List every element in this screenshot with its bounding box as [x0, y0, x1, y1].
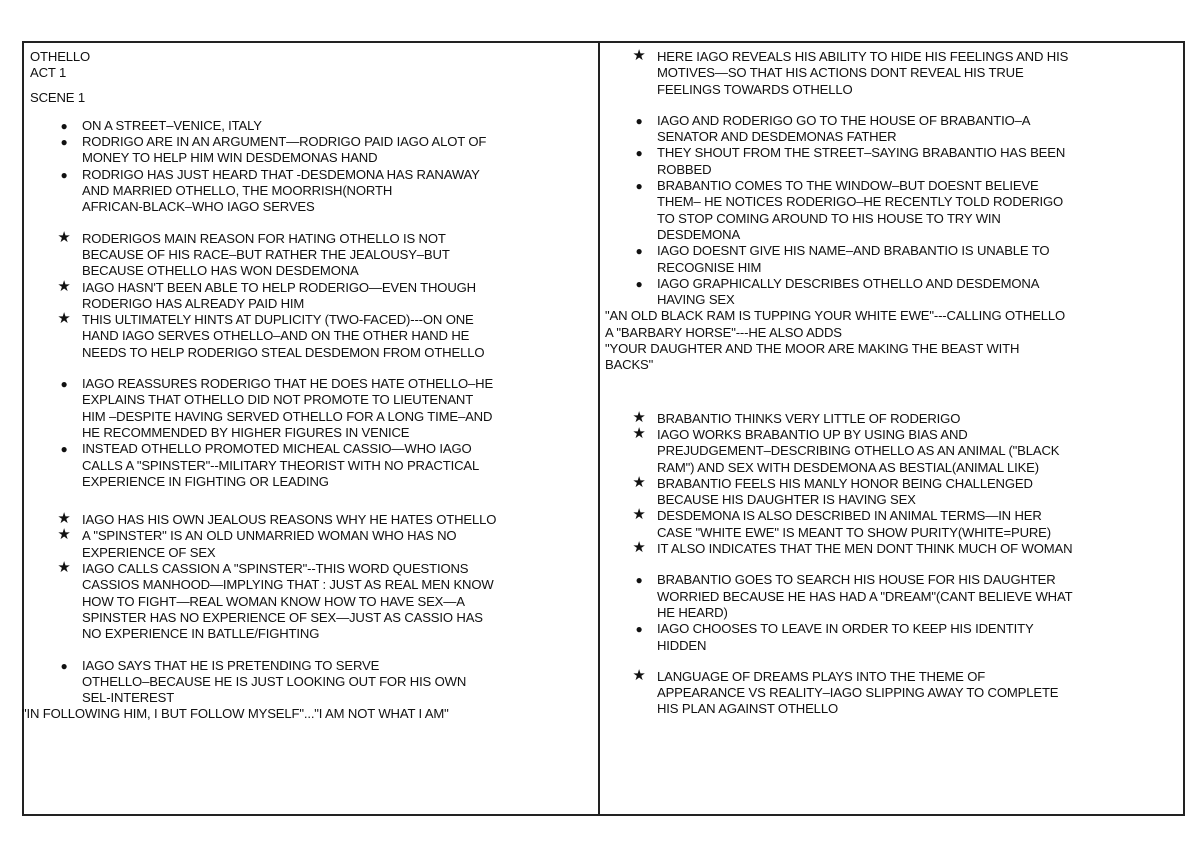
list-item-line: MOTIVES—SO THAT HIS ACTIONS DONT REVEAL HIS TRUE [657, 65, 1024, 81]
right-block-2 [605, 113, 1178, 309]
list-item-line: AND MARRIED OTHELLO, THE MOORRISH(NORTH [82, 183, 393, 199]
list-item-line: DESDEMONA [657, 226, 741, 242]
star-icon: ★ [632, 506, 646, 524]
right-block-5 [605, 666, 1178, 718]
list-item-line: HE RECOMMENDED BY HIGHER FIGURES IN VENICE [82, 424, 410, 440]
bullet-list-item [605, 621, 1178, 654]
left-block-4 [30, 512, 592, 642]
bullet-list-item [30, 134, 592, 167]
bullet-icon: ● [60, 377, 68, 392]
left-block-3 [30, 376, 592, 490]
list-item-line: LANGUAGE OF DREAMS PLAYS INTO THE THEME OF [657, 668, 986, 684]
bullet-list-item [30, 118, 592, 134]
right-block-4 [605, 572, 1178, 653]
left-block-2 [30, 228, 592, 361]
right-column [605, 49, 1178, 718]
list-item-line: IAGO HAS HIS OWN JEALOUS REASONS WHY HE HATES OTHELLO [82, 512, 497, 528]
list-item-line: RODERIGOS MAIN REASON FOR HATING OTHELLO IS NOT [82, 230, 446, 246]
list-item-line: IAGO AND RODERIGO GO TO THE HOUSE OF BRABANTIO–A [657, 112, 1031, 128]
bullet-icon: ● [60, 118, 68, 133]
right-quote-line: "AN OLD BLACK RAM IS TUPPING YOUR WHITE EWE"---CALLING OTHELLO [605, 308, 1066, 324]
list-item-line: OTHELLO–BECAUSE HE IS JUST LOOKING OUT FOR HIS OWN [82, 673, 467, 689]
star-icon: ★ [57, 310, 71, 328]
bullet-icon: ● [60, 658, 68, 673]
right-quote-line: BACKS" [605, 357, 654, 373]
list-item-line: CASE "WHITE EWE" IS MEANT TO SHOW PURITY(WHITE=PURE) [657, 524, 1051, 540]
star-icon: ★ [57, 526, 71, 544]
list-item-line: IAGO CALLS CASSION A "SPINSTER"--THIS WORD QUESTIONS [82, 561, 469, 577]
star-list-item [30, 528, 592, 561]
list-item-line: ROBBED [657, 161, 712, 177]
star-list-item [30, 228, 592, 280]
star-list-item [30, 312, 592, 361]
star-icon: ★ [632, 408, 646, 426]
bullet-list-item [30, 167, 592, 216]
list-item-line: HOW TO FIGHT—REAL WOMAN KNOW HOW TO HAVE SEX—A [82, 593, 465, 609]
list-item-line: HIDDEN [657, 637, 707, 653]
list-item-line: MONEY TO HELP HIM WIN DESDEMONAS HAND [82, 150, 378, 166]
list-item-line: IAGO HASN'T BEEN ABLE TO HELP RODERIGO—EVEN THOUGH [82, 279, 476, 295]
bullet-icon: ● [60, 135, 68, 150]
list-item-line: BRABANTIO THINKS VERY LITTLE OF RODERIGO [657, 410, 961, 426]
bullet-list-item [605, 243, 1178, 276]
list-item-line: RECOGNISE HIM [657, 259, 762, 275]
star-icon: ★ [57, 228, 71, 246]
list-item-line: THEY SHOUT FROM THE STREET–SAYING BRABANTIO HAS BEEN [657, 145, 1066, 161]
star-list-item [30, 561, 592, 642]
star-list-item [605, 473, 1178, 509]
list-item-line: HERE IAGO REVEALS HIS ABILITY TO HIDE HIS FEELINGS AND HIS [657, 49, 1069, 64]
list-item-line: BRABANTIO COMES TO THE WINDOW–BUT DOESNT BELIEVE [657, 178, 1039, 194]
star-list-item [605, 408, 1178, 427]
list-item-line: BECAUSE OF HIS RACE–BUT RATHER THE JEALOUSY–BUT [82, 246, 450, 262]
star-list-item [605, 508, 1178, 541]
bullet-icon: ● [60, 167, 68, 182]
list-item-line: IAGO REASSURES RODERIGO THAT HE DOES HATE OTHELLO–HE [82, 376, 494, 392]
list-item-line: BRABANTIO GOES TO SEARCH HIS HOUSE FOR HIS DAUGHTER [657, 572, 1056, 588]
list-item-line: IAGO SAYS THAT HE IS PRETENDING TO SERVE [82, 657, 380, 673]
star-icon: ★ [632, 424, 646, 442]
scene-heading: SCENE 1 [30, 89, 85, 105]
right-quote [605, 308, 1178, 373]
bullet-icon: ● [635, 622, 643, 637]
list-item-line: A "SPINSTER" IS AN OLD UNMARRIED WOMAN WHO HAS NO [82, 528, 457, 544]
act-heading: ACT 1 [30, 65, 67, 81]
list-item-line: CASSIOS MANHOOD—IMPLYING THAT : JUST AS REAL MEN KNOW [82, 577, 494, 593]
list-item-line: RAM") AND SEX WITH DESDEMONA AS BESTIAL(ANIMAL LIKE) [657, 459, 1039, 475]
list-item-line: SENATOR AND DESDEMONAS FATHER [657, 129, 897, 145]
list-item-line: IAGO GRAPHICALLY DESCRIBES OTHELLO AND DESDEMONA [657, 275, 1040, 291]
star-list-item [605, 666, 1178, 718]
list-item-line: RODRIGO HAS JUST HEARD THAT -DESDEMONA HAS RANAWAY [82, 166, 480, 182]
list-item-line: IAGO WORKS BRABANTIO UP BY USING BIAS AND [657, 426, 968, 442]
bullet-icon: ● [635, 146, 643, 161]
list-item-line: HE HEARD) [657, 604, 728, 620]
left-block-5 [30, 658, 592, 707]
list-item-line: HIS PLAN AGAINST OTHELLO [657, 701, 838, 717]
right-block-3 [605, 408, 1178, 558]
list-item-line: RODRIGO ARE IN AN ARGUMENT—RODRIGO PAID IAGO ALOT OF [82, 134, 487, 150]
list-item-line: RODERIGO HAS ALREADY PAID HIM [82, 295, 305, 311]
star-icon: ★ [632, 539, 646, 557]
bullet-icon: ● [635, 573, 643, 588]
list-item-line: BECAUSE OTHELLO HAS WON DESDEMONA [82, 263, 359, 279]
column-divider [598, 41, 600, 816]
left-block-1 [30, 118, 592, 216]
bullet-icon: ● [635, 244, 643, 259]
list-item-line: PREJUDGEMENT–DESCRIBING OTHELLO AS AN ANIMAL ("BLACK [657, 443, 1060, 459]
list-item-line: NEEDS TO HELP RODERIGO STEAL DESDEMON FROM OTHELLO [82, 344, 485, 360]
bullet-list-item [605, 145, 1178, 178]
list-item-line: IAGO DOESNT GIVE HIS NAME–AND BRABANTIO IS UNABLE TO [657, 243, 1050, 259]
bullet-list-item [30, 441, 592, 490]
list-item-line: THIS ULTIMATELY HINTS AT DUPLICITY (TWO-FACED)---ON ONE [82, 312, 474, 328]
bullet-icon: ● [60, 442, 68, 457]
list-item-line: IT ALSO INDICATES THAT THE MEN DONT THINK MUCH OF WOMAN [657, 541, 1073, 557]
bullet-icon: ● [635, 113, 643, 128]
list-item-line: ON A STREET–VENICE, ITALY [82, 117, 262, 133]
document-title: OTHELLO [30, 49, 91, 64]
list-item-line: FEELINGS TOWARDS OTHELLO [657, 81, 853, 97]
list-item-line: EXPERIENCE OF SEX [82, 544, 216, 560]
bullet-list-item [30, 658, 592, 707]
right-quote-line: "YOUR DAUGHTER AND THE MOOR ARE MAKING THE BEAST WITH [605, 341, 1020, 357]
bullet-icon: ● [635, 276, 643, 291]
list-item-line: SEL-INTEREST [82, 690, 175, 706]
list-item-line: BRABANTIO FEELS HIS MANLY HONOR BEING CHALLENGED [657, 475, 1033, 491]
list-item-line: EXPERIENCE IN FIGHTING OR LEADING [82, 473, 329, 489]
list-item-line: EXPLAINS THAT OTHELLO DID NOT PROMOTE TO LIEUTENANT [82, 392, 474, 408]
left-quote: "IN FOLLOWING HIM, I BUT FOLLOW MYSELF"..."I AM NOT WHAT I AM" [22, 706, 449, 722]
list-item-line: HIM –DESPITE HAVING SERVED OTHELLO FOR A LONG TIME–AND [82, 408, 493, 424]
star-list-item [605, 49, 1178, 98]
bullet-list-item [30, 376, 592, 441]
star-icon: ★ [632, 666, 646, 684]
star-list-item [30, 277, 592, 313]
bullet-list-item [605, 178, 1178, 243]
star-list-item [605, 424, 1178, 476]
bullet-list-item [605, 276, 1178, 309]
list-item-line: CALLS A "SPINSTER"--MILITARY THEORIST WITH NO PRACTICAL [82, 457, 480, 473]
list-item-line: BECAUSE HIS DAUGHTER IS HAVING SEX [657, 492, 916, 508]
list-item-line: WORRIED BECAUSE HE HAS HAD A "DREAM"(CANT BELIEVE WHAT [657, 588, 1073, 604]
bullet-list-item [605, 572, 1178, 621]
bullet-list-item [605, 113, 1178, 146]
list-item-line: AFRICAN-BLACK–WHO IAGO SERVES [82, 199, 315, 215]
list-item-line: IAGO CHOOSES TO LEAVE IN ORDER TO KEEP HIS IDENTITY [657, 621, 1034, 637]
star-list-item [30, 512, 592, 528]
star-icon: ★ [57, 559, 71, 577]
star-icon: ★ [57, 277, 71, 295]
right-block-1 [605, 49, 1178, 98]
list-item-line: APPEARANCE VS REALITY–IAGO SLIPPING AWAY TO COMPLETE [657, 685, 1059, 701]
star-icon: ★ [632, 47, 646, 64]
list-item-line: HAVING SEX [657, 292, 735, 308]
left-column [22, 49, 592, 723]
bullet-icon: ● [635, 179, 643, 194]
star-icon: ★ [57, 510, 71, 528]
list-item-line: TO STOP COMING AROUND TO HIS HOUSE TO TRY WIN [657, 210, 1001, 226]
list-item-line: INSTEAD OTHELLO PROMOTED MICHEAL CASSIO—WHO IAGO [82, 441, 472, 457]
list-item-line: NO EXPERIENCE IN BATLLE/FIGHTING [82, 626, 320, 642]
list-item-line: HAND IAGO SERVES OTHELLO–AND ON THE OTHER HAND HE [82, 328, 470, 344]
list-item-line: DESDEMONA IS ALSO DESCRIBED IN ANIMAL TERMS—IN HER [657, 508, 1042, 524]
star-list-item [605, 541, 1178, 557]
right-quote-line: A "BARBARY HORSE"---HE ALSO ADDS [605, 324, 842, 340]
star-icon: ★ [632, 473, 646, 491]
list-item-line: THEM– HE NOTICES RODERIGO–HE RECENTLY TOLD RODERIGO [657, 194, 1064, 210]
list-item-line: SPINSTER HAS NO EXPERIENCE OF SEX—JUST AS CASSIO HAS [82, 609, 483, 625]
